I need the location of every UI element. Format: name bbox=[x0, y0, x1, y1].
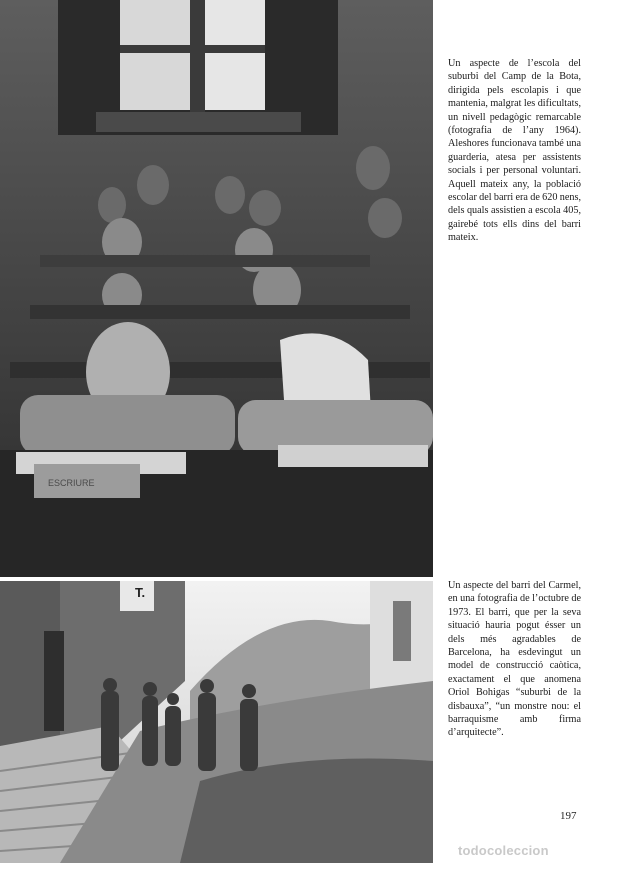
classroom-photo bbox=[0, 0, 433, 577]
street-sign-text: T. bbox=[135, 585, 146, 600]
page-number: 197 bbox=[560, 810, 577, 822]
caption-bottom: Un aspecte del barri del Carmel, en una fotografia de l’octubre de 1973. El barri, que per la seva situació hauria pogut ésser un dels més agradables de Barcelona, ha esdevingut un model de construcció caòtica, exactament el que anomena Oriol Bohigas “suburbi de la disbauxa”, “un monstre nou: el barraquisme amb firma d’arquitecte”. bbox=[448, 580, 581, 739]
watermark-logo: todocoleccion bbox=[458, 843, 549, 858]
notebook-label: ESCRIURE bbox=[48, 478, 95, 488]
caption-top: Un aspecte de l’escola del suburbi del Camp de la Bota, dirigida pels escolapis i que mantenia, malgrat les dificultats, un nivell pedagògic remarcable (fotografia de l’any 1964). Aleshores funcionava també una guarderia, atesa per assistents socials i per personal voluntari. Aquell mateix any, la població escolar del barri era de 620 nens, dels quals assistien a escola 405, gairebé tots ells dins del barri mateix. bbox=[448, 58, 581, 244]
street-photo bbox=[0, 581, 433, 863]
